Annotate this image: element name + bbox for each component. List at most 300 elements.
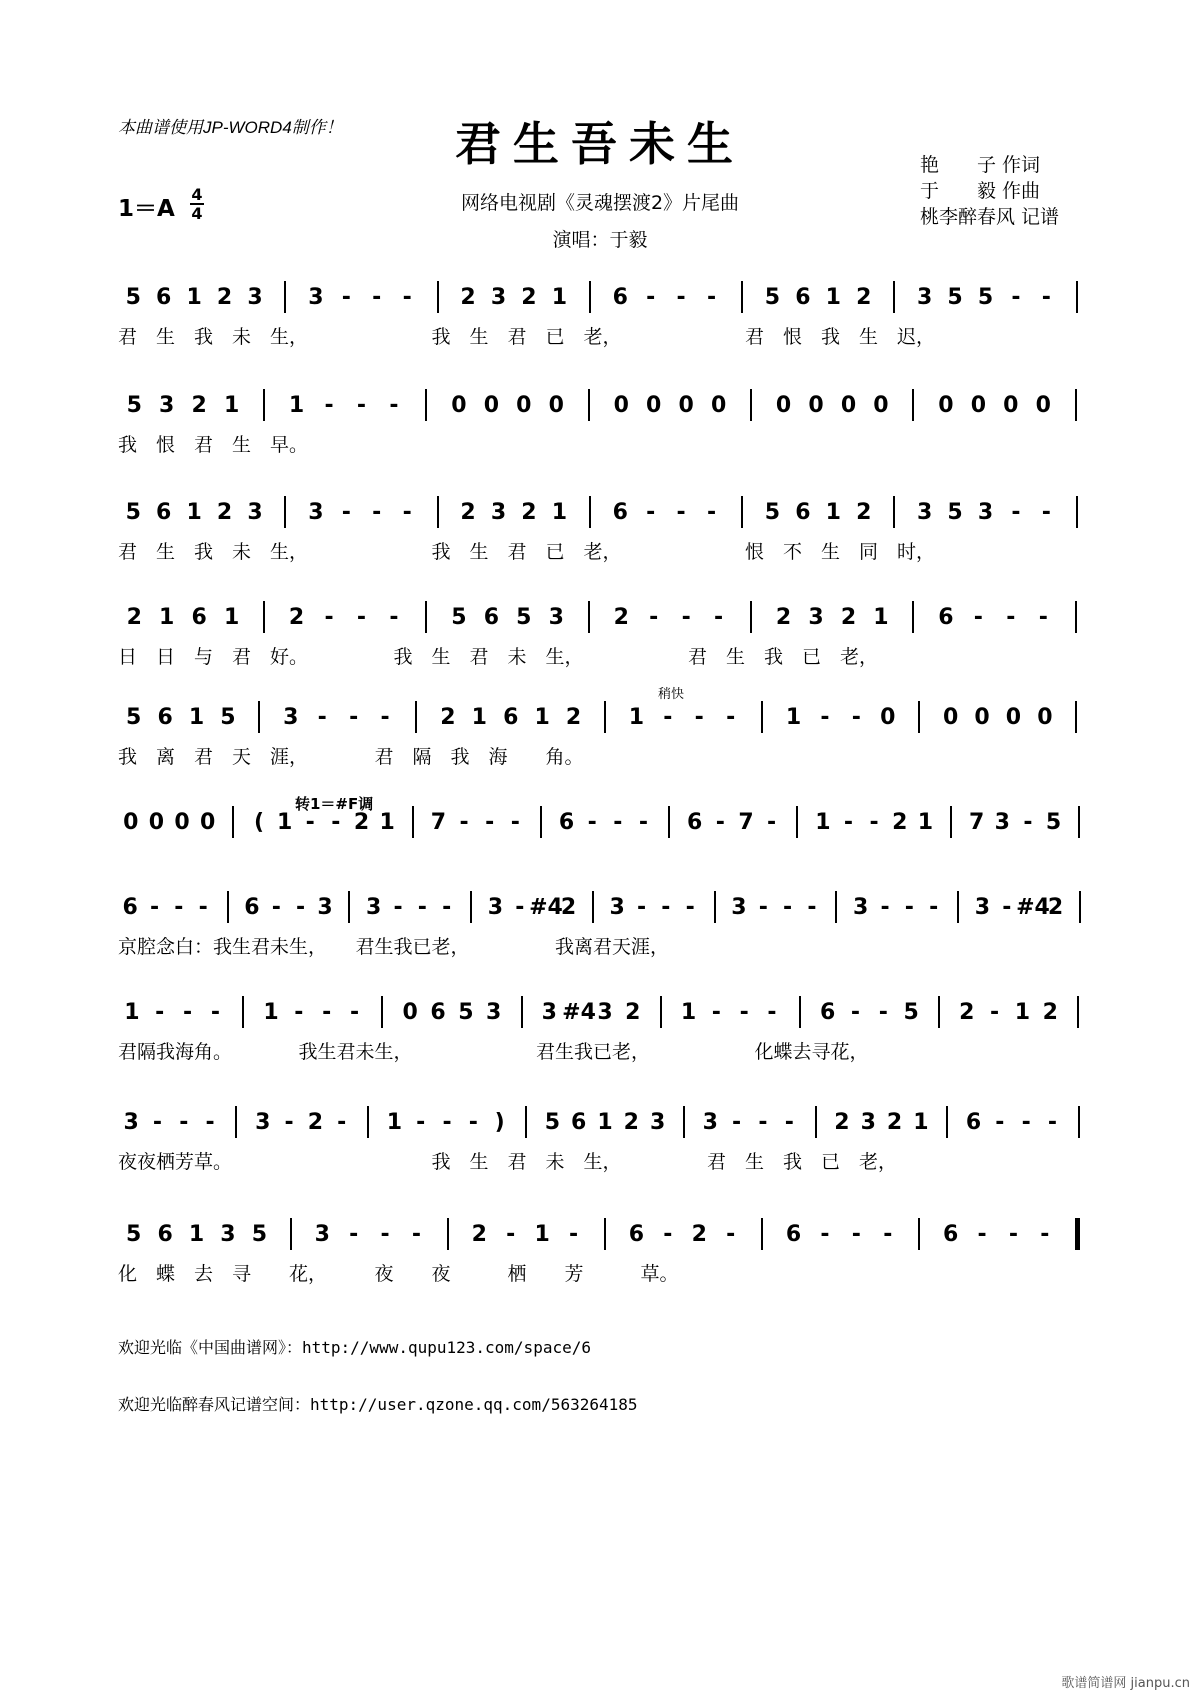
note: 6 xyxy=(191,605,207,630)
note: #4 xyxy=(1016,895,1050,920)
note: 0 xyxy=(970,393,987,418)
transcriber-credit: 桃李醉春风 记谱 xyxy=(920,206,1060,228)
note: - xyxy=(820,705,830,730)
note: 0 xyxy=(402,1000,418,1025)
note: 0 xyxy=(548,393,564,418)
bar-line xyxy=(912,601,914,633)
note: - xyxy=(726,1222,736,1247)
note: 3 xyxy=(486,1000,502,1025)
note: 5 xyxy=(977,285,994,310)
note: 5 xyxy=(764,285,781,310)
bar-line xyxy=(367,1106,369,1138)
bar-line xyxy=(348,891,350,923)
note: - xyxy=(878,1000,888,1025)
note: #4 xyxy=(529,895,563,920)
note: 6 xyxy=(795,285,811,310)
note: - xyxy=(850,1000,861,1025)
note: 1 xyxy=(534,1222,550,1247)
note: 0 xyxy=(1037,705,1053,730)
bar-line xyxy=(1076,281,1078,313)
note: 2 xyxy=(775,605,792,630)
footer-link-qzone[interactable]: 欢迎光临醉春风记谱空间：http://user.qzone.qq.com/563264185 xyxy=(118,1395,638,1414)
note: 1 xyxy=(597,1110,613,1135)
singer-credit: 演唱：于毅 xyxy=(552,229,648,251)
note: 1 xyxy=(551,500,567,525)
bar-line xyxy=(470,891,472,923)
bar-line xyxy=(1079,891,1081,923)
note: - xyxy=(732,1110,742,1135)
note: 6 xyxy=(612,500,628,525)
note: 0 xyxy=(840,393,857,418)
note: - xyxy=(711,1000,721,1025)
note: - xyxy=(646,285,656,310)
note: 0 xyxy=(483,393,500,418)
note: - xyxy=(883,1222,893,1247)
note: - xyxy=(442,1110,452,1135)
note: - xyxy=(767,1000,777,1025)
note: - xyxy=(649,605,659,630)
note: - xyxy=(1021,1110,1031,1135)
watermark: 歌谱简谱网 jianpu.cn xyxy=(1061,1676,1190,1691)
note: - xyxy=(1041,500,1051,525)
bar-line xyxy=(957,891,959,923)
note: - xyxy=(1006,605,1016,630)
lyrics-line: 君隔我海角。 我生君未生， 君生我已老， 化蝶去寻花， xyxy=(118,1041,869,1063)
note: 7 xyxy=(430,810,447,835)
bar-line xyxy=(415,701,417,733)
note: 6 xyxy=(483,605,500,630)
note: 5 xyxy=(764,500,781,525)
bar-line xyxy=(714,891,716,923)
note: 6 xyxy=(687,810,703,835)
note: 3 xyxy=(916,500,933,525)
note: - xyxy=(485,810,495,835)
note: 6 xyxy=(430,1000,446,1025)
bar-line xyxy=(938,996,940,1028)
note: - xyxy=(663,705,673,730)
bar-line xyxy=(893,281,895,313)
note: - xyxy=(380,1222,390,1247)
note: - xyxy=(661,895,671,920)
note: 7 xyxy=(738,810,754,835)
note: - xyxy=(820,1222,830,1247)
note: 0 xyxy=(710,393,727,418)
note: - xyxy=(416,1110,426,1135)
bar-line xyxy=(437,496,439,528)
bar-line xyxy=(425,389,427,421)
bar-line xyxy=(284,496,286,528)
note: 6 xyxy=(785,1222,802,1247)
bar-line xyxy=(1075,601,1077,633)
bar-line xyxy=(1075,389,1077,421)
note: - xyxy=(1047,1110,1058,1135)
note: 2 xyxy=(460,285,476,310)
time-sig-top: 4 xyxy=(191,185,203,204)
note: 2 xyxy=(307,1110,324,1135)
note: - xyxy=(393,895,403,920)
note: 2 xyxy=(834,1110,850,1135)
bar-line xyxy=(741,281,743,313)
note: - xyxy=(977,1222,987,1247)
note: 3 xyxy=(860,1110,876,1135)
note: 0 xyxy=(678,393,694,418)
time-signature xyxy=(190,186,204,222)
note: - xyxy=(459,810,469,835)
note: 3 xyxy=(308,500,324,525)
note: 1 xyxy=(263,1000,279,1025)
note: - xyxy=(1040,1222,1050,1247)
note: 1 xyxy=(223,393,240,418)
note: 1 xyxy=(825,500,841,525)
note: 0 xyxy=(808,393,824,418)
note: 1 xyxy=(186,500,202,525)
note: 5 xyxy=(1045,810,1062,835)
note: - xyxy=(904,895,914,920)
bar-line xyxy=(835,891,837,923)
note: - xyxy=(1023,810,1033,835)
bar-line xyxy=(589,496,591,528)
note: 0 xyxy=(1003,393,1019,418)
note: 7 xyxy=(969,810,985,835)
note: 5 xyxy=(126,1222,142,1247)
note: 1 xyxy=(124,1000,140,1025)
bar-line xyxy=(796,806,798,838)
note: - xyxy=(638,810,648,835)
note: 6 xyxy=(612,285,628,310)
note: - xyxy=(646,500,656,525)
note: - xyxy=(198,895,208,920)
note: 2 xyxy=(892,810,908,835)
note: - xyxy=(706,285,717,310)
note: 5 xyxy=(125,500,141,525)
note: 1 xyxy=(873,605,889,630)
note: - xyxy=(155,1000,165,1025)
lyrics-line: 化 蝶 去 寻 花， 夜 夜 栖 芳 草。 xyxy=(118,1263,679,1285)
bar-line xyxy=(592,891,594,923)
note: 2 xyxy=(191,393,207,418)
note: 1 xyxy=(159,605,175,630)
note: 3 xyxy=(731,895,747,920)
bar-line xyxy=(258,701,260,733)
lyricist-credit: 艳 子 作词 xyxy=(920,154,1041,176)
bar-line xyxy=(668,806,670,838)
note: 2 xyxy=(1047,895,1064,920)
note: 2 xyxy=(126,605,142,630)
note: 2 xyxy=(521,500,537,525)
note: - xyxy=(305,810,315,835)
note: - xyxy=(843,810,854,835)
bar-line xyxy=(1078,1106,1080,1138)
note: 6 xyxy=(503,705,519,730)
bar-line xyxy=(235,1106,237,1138)
modulation-mark: 转1＝#F调 xyxy=(295,795,374,813)
note: 1 xyxy=(913,1110,929,1135)
note: 5 xyxy=(903,1000,919,1025)
note: - xyxy=(1008,1222,1018,1247)
note: - xyxy=(784,1110,794,1135)
note: 6 xyxy=(571,1110,587,1135)
note: ( xyxy=(253,810,264,835)
note: 3 xyxy=(974,895,991,920)
note: 0 xyxy=(123,810,139,835)
note: 3 xyxy=(366,895,382,920)
bar-line xyxy=(799,996,801,1028)
note: 3 xyxy=(314,1222,330,1247)
note: 1 xyxy=(188,705,205,730)
bar-line xyxy=(381,996,383,1028)
bar-line xyxy=(750,601,752,633)
note: 0 xyxy=(516,393,532,418)
note: 1 xyxy=(551,285,567,310)
note: - xyxy=(676,500,686,525)
note: 2 xyxy=(460,500,476,525)
lyrics-line: 我 恨 君 生 早。 xyxy=(118,434,309,456)
bar-line xyxy=(918,701,920,733)
note: 2 xyxy=(613,605,629,630)
note: - xyxy=(356,393,367,418)
note: - xyxy=(726,705,736,730)
note: - xyxy=(341,500,351,525)
bar-line xyxy=(447,1218,449,1250)
note: 2 xyxy=(353,810,370,835)
note: - xyxy=(506,1222,516,1247)
bar-line xyxy=(815,1106,817,1138)
note: 0 xyxy=(646,393,662,418)
note: - xyxy=(739,1000,749,1025)
note: 6 xyxy=(156,500,172,525)
bar-line xyxy=(263,389,265,421)
note: - xyxy=(783,895,793,920)
note: - xyxy=(929,895,939,920)
note: 3 xyxy=(159,393,175,418)
note: 5 xyxy=(458,1000,474,1025)
bar-line xyxy=(946,1106,948,1138)
bar-line xyxy=(893,496,895,528)
note: - xyxy=(510,810,520,835)
note: 1 xyxy=(785,705,802,730)
note: - xyxy=(880,895,890,920)
footer-link-qupu[interactable]: 欢迎光临《中国曲谱网》：http://www.qupu123.com/space/6 xyxy=(118,1338,591,1357)
note: - xyxy=(341,285,351,310)
note: - xyxy=(807,895,817,920)
note: 3 xyxy=(283,705,299,730)
note: - xyxy=(271,895,281,920)
note: 1 xyxy=(379,810,395,835)
bar-line xyxy=(1077,996,1079,1028)
note: 2 xyxy=(216,285,233,310)
note: - xyxy=(372,285,382,310)
note: 1 xyxy=(188,1222,205,1247)
note: - xyxy=(869,810,879,835)
note: 5 xyxy=(125,285,141,310)
note: 0 xyxy=(174,810,190,835)
song-subtitle: 网络电视剧《灵魂摆渡2》片尾曲 xyxy=(460,192,740,214)
note: - xyxy=(380,705,390,730)
note: - xyxy=(179,1110,189,1135)
note: - xyxy=(676,285,686,310)
note: 3 xyxy=(317,895,333,920)
note: 5 xyxy=(126,705,142,730)
note: 6 xyxy=(122,895,138,920)
note: - xyxy=(389,393,399,418)
note: - xyxy=(636,895,647,920)
note: 6 xyxy=(156,285,172,310)
song-title: 君生吾未生 xyxy=(455,117,745,171)
note: - xyxy=(613,810,623,835)
note: 3 xyxy=(977,500,994,525)
bar-line xyxy=(683,1106,685,1138)
note: 0 xyxy=(200,810,216,835)
bar-line xyxy=(232,806,234,838)
note: - xyxy=(337,1110,347,1135)
note: - xyxy=(995,1110,1005,1135)
note: 2 xyxy=(565,705,582,730)
note: 2 xyxy=(560,895,577,920)
note: 1 xyxy=(815,810,831,835)
note: 0 xyxy=(1005,705,1022,730)
note: - xyxy=(182,1000,193,1025)
note: 1 xyxy=(186,285,202,310)
lyrics-line: 日 日 与 君 好。 我 生 君 未 生， 君 生 我 已 老， xyxy=(118,646,879,668)
note: 5 xyxy=(126,393,142,418)
note: - xyxy=(714,605,724,630)
note: - xyxy=(149,895,160,920)
note: 3 xyxy=(597,1000,613,1025)
bar-line xyxy=(290,1218,292,1250)
note: - xyxy=(317,705,327,730)
bar-line xyxy=(1078,806,1080,838)
bar-line xyxy=(227,891,229,923)
note: 6 xyxy=(244,895,260,920)
note: 2 xyxy=(288,605,305,630)
note: 1 xyxy=(288,393,305,418)
note: 3 xyxy=(308,285,324,310)
note: 5 xyxy=(220,705,236,730)
note: 0 xyxy=(880,705,896,730)
note: 5 xyxy=(947,500,963,525)
made-with-note: 本曲谱使用JP-WORD4制作！ xyxy=(118,118,343,137)
note: 6 xyxy=(819,1000,836,1025)
note: 1 xyxy=(680,1000,697,1025)
lyrics-line: 京腔念白：我生君未生， 君生我已老， 我离君天涯， xyxy=(118,936,670,958)
note: 3 xyxy=(490,285,507,310)
note: 1 xyxy=(628,705,645,730)
note: - xyxy=(411,1222,422,1247)
lyrics-line: 夜夜栖芳草。 我 生 君 未 生， 君 生 我 已 老， xyxy=(118,1151,898,1173)
note: - xyxy=(758,895,768,920)
note: 2 xyxy=(856,285,872,310)
bar-line xyxy=(918,1218,920,1250)
note: 1 xyxy=(276,810,293,835)
bar-line xyxy=(950,806,952,838)
note: 3 xyxy=(247,285,263,310)
bar-line xyxy=(912,389,914,421)
note: 3 xyxy=(487,895,504,920)
note: 3 xyxy=(649,1110,666,1135)
note: 3 xyxy=(994,810,1010,835)
note: 2 xyxy=(959,1000,975,1025)
note: 3 xyxy=(490,500,507,525)
note: - xyxy=(1011,500,1021,525)
note: 5 xyxy=(544,1110,560,1135)
note: - xyxy=(372,500,382,525)
note: 6 xyxy=(795,500,811,525)
composer-credit: 于 毅 作曲 xyxy=(920,180,1041,202)
note: 0 xyxy=(873,393,889,418)
note: - xyxy=(587,810,597,835)
note: 5 xyxy=(451,605,467,630)
note: - xyxy=(296,895,306,920)
note: 2 xyxy=(471,1222,487,1247)
bar-line xyxy=(761,1218,763,1250)
note: - xyxy=(402,285,412,310)
lyrics-line: 君 生 我 未 生， 我 生 君 已 老， 恨 不 生 同 时， xyxy=(118,541,936,563)
time-sig-bottom: 4 xyxy=(191,204,203,223)
note: - xyxy=(851,1222,861,1247)
note: #4 xyxy=(562,1000,596,1025)
note: 0 xyxy=(974,705,990,730)
note: 1 xyxy=(917,810,934,835)
note: 2 xyxy=(886,1110,903,1135)
note: ) xyxy=(494,1110,505,1135)
note: - xyxy=(210,1000,220,1025)
note: 6 xyxy=(157,705,173,730)
bar-line xyxy=(589,281,591,313)
bar-line xyxy=(412,806,414,838)
note: 6 xyxy=(965,1110,982,1135)
bar-line xyxy=(525,1106,527,1138)
bar-line xyxy=(437,281,439,313)
note: 1 xyxy=(825,285,841,310)
note: - xyxy=(152,1110,163,1135)
note: - xyxy=(389,605,399,630)
note: 1 xyxy=(471,705,487,730)
note: - xyxy=(973,605,983,630)
note: 2 xyxy=(440,705,456,730)
note: 3 xyxy=(916,285,933,310)
note: - xyxy=(174,895,184,920)
note: 2 xyxy=(1042,1000,1058,1025)
note: - xyxy=(349,1000,360,1025)
note: - xyxy=(331,810,341,835)
note: 0 xyxy=(938,393,954,418)
bar-line xyxy=(588,601,590,633)
note: 6 xyxy=(942,1222,959,1247)
lyrics-line: 我 离 君 天 涯， 君 隔 我 海 角。 xyxy=(118,746,584,768)
bar-line xyxy=(263,601,265,633)
note: - xyxy=(324,605,334,630)
note: 3 xyxy=(123,1110,139,1135)
note: 6 xyxy=(558,810,575,835)
note: 3 xyxy=(247,500,263,525)
note: - xyxy=(706,500,717,525)
note: 2 xyxy=(840,605,857,630)
note: - xyxy=(1011,285,1021,310)
note: 6 xyxy=(157,1222,173,1247)
note: 3 xyxy=(255,1110,271,1135)
note: 0 xyxy=(451,393,467,418)
note: - xyxy=(569,1222,579,1247)
bar-line xyxy=(604,1218,606,1250)
bar-line xyxy=(660,996,662,1028)
note: - xyxy=(663,1222,673,1247)
note: - xyxy=(851,705,861,730)
bar-line xyxy=(741,496,743,528)
note: 1 xyxy=(386,1110,403,1135)
bar-line xyxy=(1075,1218,1080,1250)
bar-line xyxy=(425,601,427,633)
note: 6 xyxy=(938,605,954,630)
